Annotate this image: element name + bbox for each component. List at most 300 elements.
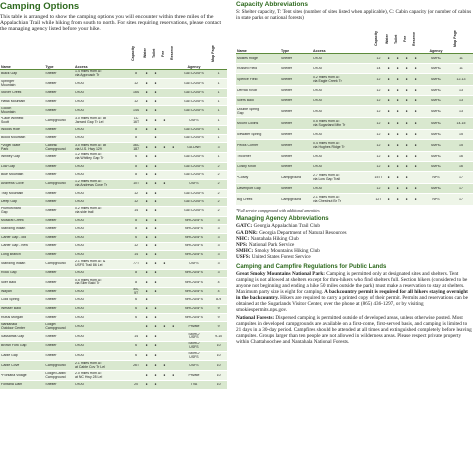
reserve-mark: ● <box>414 164 417 168</box>
smokies-permit-details: Hikers are required to carry a printed copy of their permit. Permits and reservations can be obtained at the Sugarlands Visitor Center, over the phone at (865) 436-1297, or by visiting smokiespermits.nps.gov. <box>236 294 468 313</box>
toilet-mark: ● <box>154 108 157 112</box>
site-name: Cosby Knob <box>237 164 257 168</box>
table-row <box>0 98 227 107</box>
site-type: Shelter <box>45 209 57 213</box>
agency-abbreviations-title: Managing Agency Abbreviations <box>236 216 329 223</box>
toilet-mark: ● <box>396 98 399 102</box>
site-capacity: 12 <box>134 200 139 204</box>
table-row <box>236 86 473 96</box>
site-name: *Lake Winfield Scott <box>1 116 24 124</box>
managing-agency: GATC/USFS <box>184 209 204 213</box>
table-row <box>236 64 473 74</box>
table-row <box>0 361 227 371</box>
agency-abbreviations-list <box>236 223 473 260</box>
managing-agency: NHC/USFS <box>185 280 203 284</box>
site-access: On AT <box>74 91 85 95</box>
table-row <box>0 106 227 116</box>
site-capacity: 14 <box>134 209 139 213</box>
site-type: Lodge/Cabin/ Campground <box>45 371 67 379</box>
managing-agency: USFS <box>189 182 199 186</box>
toilet-mark: ● <box>396 197 399 201</box>
site-type: Shelter <box>45 155 57 159</box>
toilet-mark: ● <box>154 289 157 293</box>
map-page: 10 <box>216 373 221 377</box>
map-page: 3 <box>217 235 220 239</box>
map-page: 1 <box>217 108 220 112</box>
water-mark: ● <box>387 132 390 136</box>
site-name: Woods Hole <box>1 127 21 131</box>
site-name: Low Gap <box>1 164 16 168</box>
toilet-mark: ● <box>396 77 399 81</box>
site-capacity: 8 <box>135 72 138 76</box>
managing-agency: GATC/USFS <box>184 155 204 159</box>
managing-agency: NHC/USFS <box>185 298 203 302</box>
site-name: Mount Collins <box>237 121 259 125</box>
water-mark: ● <box>145 191 148 195</box>
managing-agency: SMHC <box>430 88 442 92</box>
map-page: 1 <box>217 99 220 103</box>
managing-agency: SMHC <box>430 98 442 102</box>
site-access: On AT <box>74 382 85 386</box>
site-access: On AT <box>74 108 85 112</box>
managing-agency: GATC/USFS <box>184 81 204 85</box>
map-page: 16 <box>459 164 463 168</box>
fee-mark: ● <box>163 363 166 367</box>
site-capacity: 14 <box>134 252 139 256</box>
site-type: Shelter <box>281 109 293 113</box>
water-mark: ● <box>145 164 148 168</box>
managing-agency: SMHC <box>430 121 442 125</box>
water-mark: ● <box>145 280 148 284</box>
site-type: Campground <box>45 262 66 266</box>
toilet-mark: ● <box>154 145 157 149</box>
managing-agency: NHC/USFS <box>185 244 203 248</box>
site-access: On AT <box>74 136 85 140</box>
toilet-mark: ● <box>154 227 157 231</box>
site-access: On AT <box>74 344 85 348</box>
capacity-abbreviations-title: Capacity Abbreviations <box>236 1 309 8</box>
site-capacity: 6 <box>135 354 138 358</box>
water-mark: ● <box>145 218 148 222</box>
site-access: On AT <box>74 200 85 204</box>
toilet-mark: ● <box>396 132 399 136</box>
site-capacity: 12 <box>376 164 381 168</box>
site-type: Campground <box>45 182 66 186</box>
site-name: Rock Gap <box>1 271 17 275</box>
fee-mark: ● <box>405 164 408 168</box>
site-type: Shelter <box>45 164 57 168</box>
toilet-mark: ● <box>154 354 157 358</box>
water-mark: ● <box>387 143 390 147</box>
national-forest-regulations <box>236 315 473 345</box>
site-type: Shelter <box>281 121 293 125</box>
managing-agency: NHC/USFS <box>185 271 203 275</box>
header-agency: Agency <box>187 64 201 69</box>
water-mark: ● <box>387 66 390 70</box>
reserve-mark: ● <box>414 66 417 70</box>
site-access: On AT <box>74 173 85 177</box>
site-name: Fontana Dam <box>1 382 23 386</box>
site-access: On AT <box>313 164 323 168</box>
agency-full-name: Georgia Appalachian Trail Club <box>253 223 320 230</box>
site-name: Cold Spring <box>1 298 20 302</box>
table-row <box>0 135 227 144</box>
managing-agency: GATC/USFS <box>184 72 204 76</box>
toilet-mark: ● <box>154 209 157 213</box>
map-page: 2 <box>217 182 220 186</box>
site-type: Shelter <box>45 344 57 348</box>
reserve-mark: ● <box>414 77 417 81</box>
table-row <box>0 342 227 352</box>
toilet-mark: ● <box>154 324 157 328</box>
toilet-mark: ● <box>154 191 157 195</box>
header-toilet: Toilet <box>394 34 398 45</box>
reserve-mark: ● <box>414 121 417 125</box>
water-mark: ● <box>145 108 148 112</box>
map-page: 10 <box>216 363 221 367</box>
header-access: Access <box>74 64 88 69</box>
managing-agency: SMHC <box>430 109 442 113</box>
header-reserve: Reserve <box>169 46 174 61</box>
table-row <box>0 296 227 305</box>
table-row <box>0 234 227 243</box>
managing-agency: SMHC <box>430 143 442 147</box>
table-row <box>236 172 473 184</box>
site-name: Mollies Ridge <box>237 56 259 60</box>
agency-full-name: Nantahala Hiking Club <box>250 235 299 242</box>
site-type: Shelter <box>45 354 57 358</box>
site-name: Blue Mountain <box>1 173 24 177</box>
water-mark: ● <box>145 227 148 231</box>
toilet-mark: ● <box>154 218 157 222</box>
managing-agency: USFS <box>189 363 199 367</box>
site-access: On AT <box>74 354 85 358</box>
site-name: Carter Gap - new <box>1 244 28 248</box>
agency-full-name: National Park Service <box>248 242 295 249</box>
managing-agency: Private <box>188 373 200 377</box>
site-access: 0.2 miles from AT via Eagle Creek Tr <box>313 76 342 83</box>
site-name: *Vogel State Park <box>1 143 21 151</box>
site-type: Shelter <box>45 91 57 95</box>
site-name: Wayah <box>1 289 12 293</box>
fee-mark: ● <box>405 175 408 179</box>
managing-agency: USFS <box>189 262 199 266</box>
toilet-mark: ● <box>396 154 399 158</box>
toilet-mark: ● <box>154 363 157 367</box>
site-access: 2.1 miles from AT at Cable Cov Tr Lel <box>74 361 105 369</box>
site-type: Campground <box>45 118 66 122</box>
site-access: On AT <box>74 235 85 239</box>
table-row <box>0 70 227 80</box>
site-capacity: 8 <box>135 164 138 168</box>
site-name: Spence Field <box>237 77 258 81</box>
site-access: 1.2 miles from AT via Whitley Gap Tr <box>74 153 104 161</box>
water-mark: ● <box>145 306 148 310</box>
site-access: 2.1 miles from AT & USFS Trail 86 Lel <box>74 260 106 268</box>
managing-agency: GATC/USFS <box>184 164 204 168</box>
site-name: *Fontana Village <box>1 373 27 377</box>
table-row <box>236 130 473 140</box>
managing-agency: NHC/USFS <box>185 252 203 256</box>
smokies-permit-required: A backcountry permit is required for all hikers staying overnight in the backcountry. <box>236 288 468 301</box>
site-capacity: 12 <box>134 191 139 195</box>
table-row <box>236 106 473 118</box>
site-name: Long Branch <box>1 252 21 256</box>
managing-agency: GATC/USFS <box>184 191 204 195</box>
site-name: Derrick Knob <box>237 88 258 92</box>
header-capacity: Capacity <box>374 31 378 47</box>
site-access: On AT <box>313 88 323 92</box>
site-type: Shelter <box>281 132 293 136</box>
site-name: Black Gap <box>1 72 18 76</box>
table-row <box>236 162 473 172</box>
map-page: 2 <box>217 173 220 177</box>
toilet-mark: ● <box>154 306 157 310</box>
fee-mark: ● <box>163 182 166 186</box>
site-type: Cabins/ Campground <box>45 143 66 151</box>
table-row <box>0 371 227 381</box>
reserve-mark: ● <box>414 98 417 102</box>
site-name: Stover Creek <box>1 91 22 95</box>
table-row <box>0 163 227 172</box>
fee-mark: ● <box>405 132 408 136</box>
water-mark: ● <box>145 235 148 239</box>
site-access: On AT <box>74 191 85 195</box>
toilet-mark: ● <box>154 118 157 122</box>
site-capacity: 8 <box>135 280 138 284</box>
site-type: Shelter <box>45 315 57 319</box>
fee-mark: ● <box>163 262 166 266</box>
header-capacity: Capacity <box>131 45 136 61</box>
site-access: On AT <box>313 109 323 113</box>
site-type: Shelter <box>45 136 57 140</box>
site-access: 2.7 miles from AT via Low Gap Trail <box>313 174 341 181</box>
reserve-mark: ● <box>414 143 417 147</box>
toilet-mark: ● <box>396 186 399 190</box>
table-row <box>0 381 227 390</box>
water-mark: ● <box>145 252 148 256</box>
toilet-mark: ● <box>154 373 157 377</box>
full-service-footnote: *Full service campground with additional amenities <box>236 208 320 214</box>
site-capacity: 12 <box>134 81 139 85</box>
agency-abbr: GATC: <box>236 223 253 230</box>
left-column <box>0 0 227 473</box>
managing-agency: NHC/USFS <box>185 235 203 239</box>
managing-agency: SMHC <box>430 56 442 60</box>
toilet-mark: ● <box>154 99 157 103</box>
site-type: Shelter <box>281 77 293 81</box>
site-capacity: 12 <box>134 244 139 248</box>
site-access: 0.4 miles from AT via Hughes Ridge Tr <box>313 142 345 149</box>
map-page: 13 <box>459 109 463 113</box>
managing-agency: NPS <box>432 175 440 179</box>
site-type: Shelter <box>45 173 57 177</box>
site-type: Shelter <box>45 127 57 131</box>
site-access: 0.2 miles from AT via side trail <box>74 207 102 215</box>
reserve-mark: ● <box>414 154 417 158</box>
site-capacity: 6 <box>135 155 138 159</box>
reserve-mark: ● <box>414 197 417 201</box>
managing-agency: GATC/USFS <box>184 99 204 103</box>
map-page: 10 <box>216 344 221 348</box>
site-name: Andrews Cove <box>1 182 24 186</box>
map-page: 3 <box>217 252 220 256</box>
table-row <box>0 225 227 234</box>
header-access: Access <box>313 49 326 54</box>
table-row <box>0 207 227 217</box>
water-mark: ● <box>387 98 390 102</box>
toilet-mark: ● <box>396 121 399 125</box>
site-type: Shelter <box>45 72 57 76</box>
site-capacity: 77T <box>133 262 140 266</box>
site-access: On AT <box>74 227 85 231</box>
table-row <box>236 140 473 152</box>
water-mark: ● <box>387 88 390 92</box>
map-page: 2 <box>217 191 220 195</box>
map-page: 8-9 <box>216 298 222 302</box>
site-capacity: 8 <box>135 218 138 222</box>
site-name: Sassafras Gap <box>1 334 25 338</box>
toilet-mark: ● <box>396 143 399 147</box>
map-page: 10 <box>216 382 221 386</box>
water-mark: ● <box>145 271 148 275</box>
toilet-mark: ● <box>154 91 157 95</box>
site-access: On AT <box>74 244 85 248</box>
water-mark: ● <box>387 186 390 190</box>
site-name: Gooch Mountain <box>1 106 16 114</box>
toilet-mark: ● <box>396 88 399 92</box>
site-name: Standing Indian <box>1 262 26 266</box>
site-name: Blood Mountain <box>1 136 26 140</box>
water-mark: ● <box>145 324 148 328</box>
site-access: On AT <box>74 127 85 131</box>
map-page: 16 <box>459 154 463 158</box>
site-capacity: 12 <box>134 99 139 103</box>
managing-agency: SMHC <box>430 154 442 158</box>
site-name: Cable Gap <box>1 354 18 358</box>
water-mark: ● <box>145 127 148 131</box>
site-access: 0.5 miles from AT via Siler Bald Tr <box>74 278 102 286</box>
table-row <box>0 305 227 314</box>
map-page: 17 <box>459 197 463 201</box>
fee-mark: ● <box>405 121 408 125</box>
site-access: On AT <box>313 132 323 136</box>
agency-abbr: NPS: <box>236 242 248 249</box>
table-row <box>0 126 227 135</box>
table-row <box>0 243 227 252</box>
toilet-mark: ● <box>154 182 157 186</box>
water-mark: ● <box>145 182 148 186</box>
toilet-mark: ● <box>154 280 157 284</box>
managing-agency: NPS <box>432 197 440 201</box>
site-type: Shelter <box>45 306 57 310</box>
site-capacity: 12 <box>376 186 381 190</box>
agency-abbr: NHC: <box>236 235 250 242</box>
site-capacity: 12 <box>376 88 381 92</box>
site-name: Brown Fork Gap <box>1 344 27 348</box>
header-agency: Agency <box>429 49 443 54</box>
water-mark: ● <box>145 363 148 367</box>
site-name: Double Spring Gap <box>237 108 260 115</box>
water-mark: ● <box>145 315 148 319</box>
map-page: 13 <box>459 98 463 102</box>
right-table-header <box>236 23 473 54</box>
camping-options-title: Camping Options <box>0 1 80 12</box>
map-page: 3 <box>217 218 220 222</box>
map-page: 17 <box>459 186 463 190</box>
water-mark: ● <box>145 145 148 149</box>
site-type: Shelter <box>281 88 293 92</box>
site-type: Shelter <box>281 143 293 147</box>
site-capacity: 12 <box>376 143 381 147</box>
water-mark: ● <box>145 262 148 266</box>
water-mark: ● <box>145 155 148 159</box>
table-row <box>0 352 227 362</box>
water-mark: ● <box>387 121 390 125</box>
site-access: On AT <box>313 98 323 102</box>
table-row <box>0 180 227 190</box>
water-mark: ● <box>145 72 148 76</box>
site-name: Deep Gap <box>1 200 17 204</box>
fee-mark: ● <box>405 88 408 92</box>
site-capacity: 12 <box>376 154 381 158</box>
site-type: Shelter <box>281 186 293 190</box>
site-type: Shelter <box>45 271 57 275</box>
header-water: Water <box>385 34 389 45</box>
water-mark: ● <box>145 244 148 248</box>
table-row <box>0 260 227 270</box>
right-column <box>236 0 473 473</box>
reserve-mark: ● <box>414 109 417 113</box>
reserve-mark: ● <box>172 324 175 328</box>
water-mark: ● <box>387 56 390 60</box>
table-row <box>236 96 473 106</box>
site-type: Shelter <box>45 108 57 112</box>
site-name: Springer Mountain <box>1 79 16 87</box>
left-table-header <box>0 36 227 70</box>
national-forest-body: Dispersed camping is permitted outside of developed areas, unless otherwise posted. Most campsites in developed campgrounds are available on a first-come, first-served basis, and camping is limited to 21 days in a 30-day period. Campfires should be attended at all times and extinguished completely before leaving campsites. Groups larger than ten people are not allowed in wilderness areas. Please respect private property within Chattahoochee and Nantahala National Forests. <box>236 314 472 345</box>
table-row <box>0 143 227 153</box>
site-type: Shelter <box>281 56 293 60</box>
table-row <box>0 251 227 260</box>
managing-agency: SMHC/ USFS <box>188 342 200 350</box>
site-type: Shelter <box>45 334 57 338</box>
map-page: 3 <box>217 244 220 248</box>
header-map-page: Map Page <box>453 31 457 48</box>
capacity-abbreviations-text: S: Shelter capacity, T: Tent sites (number of sites listed when applicable), C: Cabin capacity (or number of cabins in state parks or national forests) <box>236 9 472 22</box>
site-capacity: 20 <box>134 382 139 386</box>
map-page: 2 <box>217 209 220 213</box>
site-name: Carter Gap - old <box>1 235 27 239</box>
site-type: Shelter <box>45 191 57 195</box>
header-name: Name <box>237 49 247 54</box>
fee-mark: ● <box>405 56 408 60</box>
site-type: Shelter <box>45 200 57 204</box>
table-row <box>0 198 227 207</box>
managing-agency: SMHC <box>430 66 442 70</box>
managing-agency: NHC/USFS <box>185 227 203 231</box>
map-page: 9 <box>217 324 220 328</box>
fee-mark: ● <box>405 109 408 113</box>
agency-full-name: Smoky Mountains Hiking Club <box>254 248 320 255</box>
fee-mark: ● <box>405 143 408 147</box>
site-type: Shelter <box>45 244 57 248</box>
site-access: On AT <box>74 81 85 85</box>
table-row <box>0 278 227 288</box>
table-row <box>0 190 227 199</box>
toilet-mark: ● <box>154 127 157 131</box>
site-access: On AT <box>74 289 85 293</box>
